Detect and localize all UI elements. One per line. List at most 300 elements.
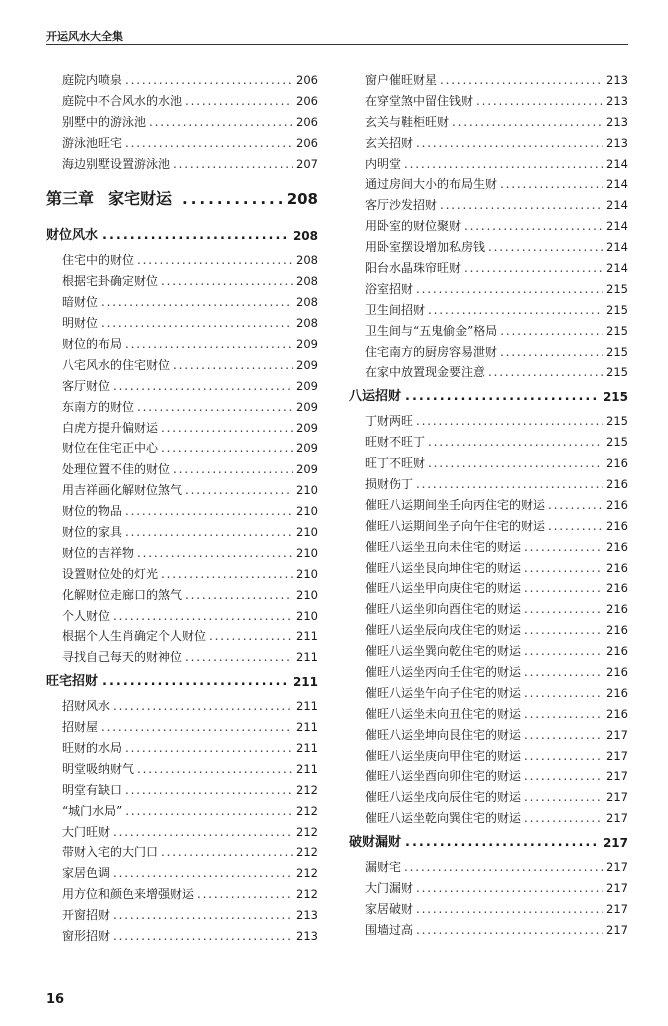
dot-leader [161,271,293,292]
entry-page: 211 [296,629,318,644]
entry-page: 209 [296,441,318,456]
entry-page: 213 [296,929,318,944]
entry-page: 208 [296,316,318,331]
toc-entry [46,133,318,154]
toc-entry [349,154,628,175]
entry-title: 浴室招财 [365,281,414,296]
dot-leader [440,195,603,216]
entry-page: 217 [606,748,628,763]
toc-entry [349,767,628,788]
toc-entry [46,626,318,647]
entry-page: 217 [606,901,628,916]
dot-leader [548,516,603,537]
entry-page: 216 [606,665,628,680]
entry-title: 大门漏财 [365,881,414,896]
entry-page: 216 [606,477,628,492]
entry-page: 206 [296,135,318,150]
entry-title: 内明堂 [365,156,402,171]
entry-title: 在家中放置现金要注意 [365,365,486,380]
entry-title: 明财位 [62,316,99,331]
toc-entry [46,459,318,480]
header-rule [46,44,628,45]
entry-page: 216 [606,623,628,638]
toc-entry [46,759,318,780]
dot-leader [101,313,293,334]
toc-entry [349,787,628,808]
dot-leader [137,397,293,418]
entry-title: 催旺八运坐艮向坤住宅的财运 [365,560,522,575]
dot-leader [149,112,293,133]
toc-entry [349,300,628,321]
entry-title: 卫生间招财 [365,302,426,317]
page-number: 16 [46,992,65,1007]
toc-entry [349,453,628,474]
toc-entry [349,411,628,432]
dot-leader [524,599,603,620]
entry-title: 八宅风水的住宅财位 [62,357,171,372]
entry-page: 211 [296,699,318,714]
entry-group [349,411,628,829]
entry-title: 庭院中不合风水的水池 [62,93,183,108]
entry-page: 217 [606,922,628,937]
dot-leader [137,759,293,780]
entry-title: 漏财宅 [365,860,402,875]
toc-entry [46,418,318,439]
entry-title: 用卧室的财位聚财 [365,219,462,234]
dot-leader [524,766,603,787]
entry-title: 旺财不旺丁 [365,435,426,450]
entry-page: 215 [606,365,628,380]
toc-entry [349,258,628,279]
dot-leader [524,641,603,662]
dot-leader [101,717,293,738]
entry-page: 213 [296,908,318,923]
entry-group [349,70,628,383]
dot-leader [125,522,293,543]
toc-entry [46,884,318,905]
entry-title: 海边别墅设置游泳池 [62,156,171,171]
toc-entry [46,376,318,397]
entry-title: 设置财位处的灯光 [62,566,159,581]
entry-page: 208 [296,274,318,289]
entry-page: 209 [296,399,318,414]
toc-entry [46,292,318,313]
entry-page: 212 [296,782,318,797]
dot-leader [500,342,603,363]
toc-entry [349,578,628,599]
dot-leader [113,863,293,884]
section-page: 211 [292,675,318,690]
toc-entry [46,397,318,418]
dot-leader [488,362,603,383]
section-title: 破财漏财 [349,835,402,851]
toc-entry [349,237,628,258]
dot-leader [125,501,293,522]
entry-title: 催旺八运坐戌向辰住宅的财运 [365,790,522,805]
entry-title: 催旺八运期间坐子向午住宅的财运 [365,518,546,533]
entry-title: 催旺八运坐坤向艮住宅的财运 [365,727,522,742]
dot-leader [161,842,293,863]
entry-page: 210 [296,587,318,602]
entry-title: 旺财的水局 [62,741,123,756]
entry-page: 217 [606,790,628,805]
entry-title: 个人财位 [62,608,111,623]
entry-page: 210 [296,566,318,581]
entry-page: 209 [296,337,318,351]
entry-page: 214 [606,177,628,192]
entry-page: 216 [606,644,628,659]
entry-title: 招财屋 [62,720,99,735]
toc-entry [349,195,628,216]
entry-page: 216 [606,685,628,700]
toc-entry [46,271,318,292]
dot-leader [548,495,603,516]
toc-entry [349,91,628,112]
toc-entry [46,843,318,864]
entry-page: 217 [606,881,628,896]
entry-page: 216 [606,581,628,596]
toc-entry [349,704,628,725]
toc-entry [349,857,628,878]
dot-leader [185,647,293,668]
entry-page: 211 [296,761,318,776]
toc-entry [349,112,628,133]
toc-entry [46,926,318,947]
entry-page: 217 [606,769,628,784]
dot-leader [476,91,603,112]
toc-entry [46,647,318,668]
entry-title: 围墙过高 [365,922,414,937]
toc-entry [349,746,628,767]
toc-entry [349,808,628,829]
dot-leader [173,355,293,376]
entry-title: 财位的布局 [62,337,123,351]
entry-page: 212 [296,866,318,881]
dot-leader [182,180,283,218]
toc-entry [46,355,318,376]
dot-leader [428,300,603,321]
entry-page: 217 [606,811,628,826]
toc-entry [349,599,628,620]
dot-leader [405,383,599,411]
dot-leader [197,884,293,905]
entry-title: 卫生间与“五鬼偷金”格局 [365,323,498,338]
entry-title: 催旺八运坐甲向庚住宅的财运 [365,581,522,596]
dot-leader [404,857,603,878]
chapter-title: 家宅财运 [108,189,173,209]
toc-entry [349,899,628,920]
entry-title: 催旺八运坐丑向未住宅的财运 [365,539,522,554]
entry-title: 催旺八运坐卯向酉住宅的财运 [365,602,522,617]
entry-title: 大门旺财 [62,824,111,839]
toc-entry [46,822,318,843]
entry-page: 212 [296,803,318,818]
dot-leader [416,411,603,432]
dot-leader [416,920,603,941]
entry-page: 215 [606,435,628,450]
entry-title: 催旺八运坐丙向壬住宅的财运 [365,665,522,680]
entry-page: 214 [606,156,628,171]
chapter-heading [46,180,318,218]
entry-page: 209 [296,357,318,372]
dot-leader [428,432,603,453]
toc-entry [349,495,628,516]
entry-title: 根据个人生肖确定个人财位 [62,629,207,644]
dot-leader [209,626,293,647]
section-heading [46,222,318,250]
dot-leader [161,564,293,585]
entry-title: 住宅南方的厨房容易泄财 [365,344,498,359]
toc-column-left [46,70,318,947]
entry-page: 214 [606,198,628,213]
toc-entry [46,801,318,822]
toc-entry [46,543,318,564]
dot-leader [524,725,603,746]
toc-entry [46,696,318,717]
toc-entry [46,438,318,459]
dot-leader [500,321,603,342]
entry-page: 216 [606,497,628,512]
entry-title: 催旺八运坐巽向乾住宅的财运 [365,644,522,659]
dot-leader [113,606,293,627]
entry-title: 游泳池旺宅 [62,135,123,150]
entry-title: 东南方的财位 [62,399,135,414]
entry-page: 212 [296,887,318,902]
toc-entry [46,522,318,543]
entry-title: 寻找自己每天的财神位 [62,650,183,665]
entry-group [46,696,318,947]
entry-page: 212 [296,845,318,860]
entry-page: 215 [606,302,628,317]
toc-entry [46,780,318,801]
entry-page: 214 [606,261,628,275]
dot-leader [173,459,293,480]
entry-title: 庭院内喷泉 [62,72,123,87]
toc-entry [46,70,318,91]
section-heading [46,668,318,696]
entry-page: 215 [606,281,628,296]
chapter-page: 208 [286,190,318,209]
entry-title: 通过房间大小的布局生财 [365,177,498,192]
toc-entry [349,641,628,662]
entry-page: 206 [296,114,318,129]
dot-leader [524,808,603,829]
entry-title: 家居色调 [62,866,111,881]
toc-entry [349,620,628,641]
entry-title: 招财风水 [62,699,111,714]
dot-leader [161,438,293,459]
dot-leader [173,154,293,175]
dot-leader [405,829,599,857]
entry-title: 用吉祥画化解财位煞气 [62,483,183,498]
entry-page: 216 [606,706,628,721]
dot-leader [125,738,293,759]
section-title: 八运招财 [349,389,402,405]
toc-entry [349,558,628,579]
dot-leader [464,258,603,279]
entry-page: 206 [296,93,318,108]
dot-leader [524,662,603,683]
entry-title: 财位的家具 [62,525,123,540]
section-heading [349,383,628,411]
entry-title: 暗财位 [62,295,99,310]
dot-leader [185,585,293,606]
entry-title: 开窗招财 [62,908,111,923]
dot-leader [125,801,293,822]
entry-title: 阳台水晶珠帘旺财 [365,261,462,275]
dot-leader [524,746,603,767]
dot-leader [428,453,603,474]
entry-page: 215 [606,344,628,359]
entry-page: 210 [296,504,318,519]
entry-page: 208 [296,295,318,310]
dot-leader [404,154,603,175]
dot-leader [161,418,293,439]
entry-page: 213 [606,93,628,108]
entry-page: 216 [606,560,628,575]
dot-leader [416,878,603,899]
dot-leader [137,543,293,564]
toc-entry [46,154,318,175]
toc-entry [46,112,318,133]
dot-leader [452,112,603,133]
entry-title: 旺丁不旺财 [365,456,426,471]
toc-entry [46,717,318,738]
entry-title: 丁财两旺 [365,414,414,429]
entry-title: 别墅中的游泳池 [62,114,147,129]
entry-title: 玄关招财 [365,135,414,150]
entry-page: 214 [606,240,628,255]
entry-title: 白虎方提升偏财运 [62,420,159,435]
toc-entry [46,738,318,759]
entry-page: 217 [606,727,628,742]
entry-title: 窗形招财 [62,929,111,944]
toc-entry [46,585,318,606]
section-title: 财位风水 [46,228,99,244]
dot-leader [524,558,603,579]
toc-entry [349,878,628,899]
toc-entry [349,174,628,195]
toc-entry [46,564,318,585]
entry-page: 211 [296,720,318,735]
dot-leader [101,292,293,313]
entry-page: 216 [606,456,628,471]
dot-leader [440,70,603,91]
entry-title: 催旺八运坐乾向巽住宅的财运 [365,811,522,826]
toc-entry [349,432,628,453]
entry-title: 玄关与鞋柜旺财 [365,114,450,129]
dot-leader [185,91,293,112]
toc-entry [46,480,318,501]
entry-page: 213 [606,135,628,150]
entry-title: 根据宅卦确定财位 [62,274,159,289]
toc-entry [349,362,628,383]
toc-entry [46,334,318,355]
entry-page: 217 [606,860,628,875]
toc-entry [349,662,628,683]
entry-title: 带财入宅的大门口 [62,845,159,860]
dot-leader [125,70,293,91]
dot-leader [464,216,603,237]
entry-page: 210 [296,525,318,540]
entry-title: 催旺八运坐午向子住宅的财运 [365,685,522,700]
entry-page: 209 [296,462,318,477]
entry-title: 在穿堂煞中留住钱财 [365,93,474,108]
entry-page: 216 [606,518,628,533]
entry-page: 214 [606,219,628,234]
toc-entry [349,683,628,704]
entry-title: 客厅沙发招财 [365,198,438,213]
dot-leader [416,899,603,920]
toc-entry [349,474,628,495]
dot-leader [416,133,603,154]
entry-page: 210 [296,483,318,498]
dot-leader [125,133,293,154]
entry-title: 窗户催旺财星 [365,72,438,87]
entry-title: “城门水局” [62,803,123,818]
entry-title: 住宅中的财位 [62,253,135,268]
toc-entry [349,516,628,537]
entry-title: 催旺八运坐庚向甲住宅的财运 [365,748,522,763]
dot-leader [185,480,293,501]
entry-title: 催旺八运坐辰向戌住宅的财运 [365,623,522,638]
dot-leader [488,237,603,258]
dot-leader [524,683,603,704]
toc-entry [349,216,628,237]
section-page: 215 [602,390,628,405]
dot-leader [113,376,293,397]
entry-page: 208 [296,253,318,268]
toc-entry [46,501,318,522]
entry-page: 216 [606,602,628,617]
dot-leader [500,174,603,195]
dot-leader [125,334,293,355]
toc-entry [46,905,318,926]
entry-page: 215 [606,414,628,429]
dot-leader [102,668,289,696]
toc-entry [349,342,628,363]
entry-page: 210 [296,608,318,623]
entry-page: 211 [296,650,318,665]
entry-group [349,857,628,941]
entry-title: 家居破财 [365,901,414,916]
entry-title: 财位在住宅正中心 [62,441,159,456]
toc-entry [349,279,628,300]
dot-leader [102,222,289,250]
dot-leader [524,620,603,641]
dot-leader [524,578,603,599]
entry-page: 212 [296,824,318,839]
entry-title: 明堂吸纳财气 [62,761,135,776]
dot-leader [416,279,603,300]
entry-title: 财位的物品 [62,504,123,519]
entry-page: 207 [296,156,318,171]
entry-page: 213 [606,114,628,129]
dot-leader [416,474,603,495]
entry-title: 处理位置不佳的财位 [62,462,171,477]
entry-page: 213 [606,72,628,87]
entry-page: 210 [296,545,318,560]
entry-title: 财位的吉祥物 [62,545,135,560]
dot-leader [113,905,293,926]
entry-page: 211 [296,741,318,756]
entry-title: 明堂有缺口 [62,782,123,797]
section-page: 208 [292,229,318,244]
toc-entry [349,70,628,91]
entry-title: 催旺八运坐未向丑住宅的财运 [365,706,522,721]
entry-page: 209 [296,420,318,435]
entry-title: 用方位和颜色来增强财运 [62,887,195,902]
